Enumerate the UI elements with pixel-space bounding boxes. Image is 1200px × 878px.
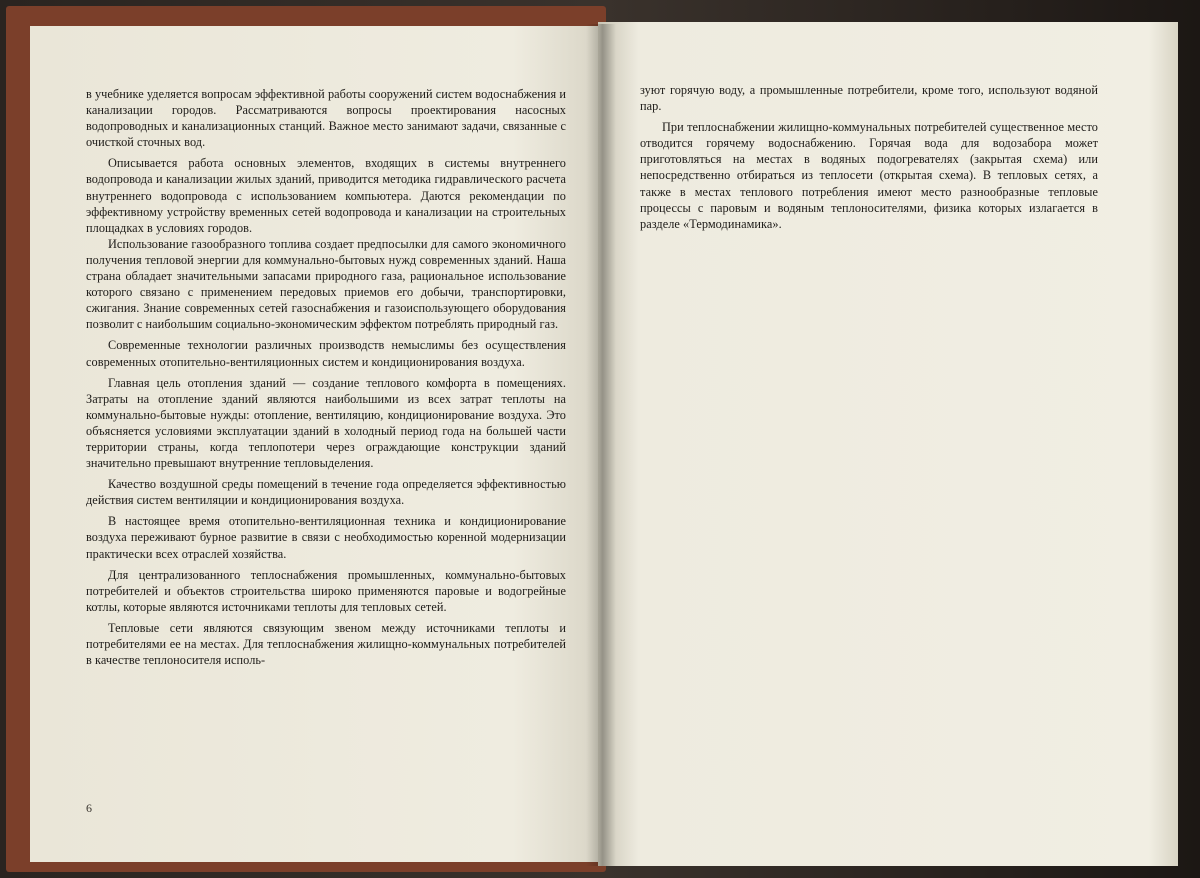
right-page [598, 22, 1178, 866]
paragraph: Использование газообразного топлива создает предпосылки для самого экономичного получения тепловой энергии для коммунально-бытовых нужд современных зданий. Наша страна обладает значительными запасами природного газа, рациональное использование которого связано с применением передовых приемов его добычи, транспортировки, сжигания. Знание современных сетей газоснабжения и газоиспользующего оборудования позволит с наибольшим социально-экономическим эффектом потреблять природный газ. [86, 236, 566, 332]
page-number: 6 [86, 801, 92, 815]
paragraph: Тепловые сети являются связующим звеном между источниками теплоты и потребителями ее на местах. Для теплоснабжения жилищно-коммунальных потребителей в качестве теплоносителя исполь- [86, 620, 566, 668]
paragraph: В настоящее время отопительно-вентиляционная техника и кондиционирование воздуха переживают бурное развитие в связи с необходимостью коренной модернизации практически всех отраслей хозяйства. [86, 514, 566, 561]
paragraph: Качество воздушной среды помещений в течение года определяется эффективностью действия систем вентиляции и кондиционирования воздуха. [86, 477, 566, 508]
paragraph: Для централизованного теплоснабжения промышленных, коммунально-бытовых потребителей и объектов строительства широко применяются паровые и водогрейные котлы, которые являются источниками теплоты для тепловых сетей. [86, 567, 566, 614]
paragraph: Современные технологии различных производств немыслимы без осуществления современных отопительно-вентиляционных систем и кондиционирования воздуха. [86, 338, 566, 369]
paragraph: в учебнике уделяется вопросам эффективной работы сооружений систем водоснабжения и канализации городов. Рассматриваются вопросы проектирования насосных водопроводных и канализационных станций. Важное место занимают задачи, связанные с очисткой сточных вод. [86, 87, 566, 150]
left-page [30, 26, 598, 862]
paragraph: зуют горячую воду, а промышленные потребители, кроме того, используют водяной пар. [640, 83, 1098, 114]
paragraph: При теплоснабжении жилищно-коммунальных потребителей существенное место отводится горячему водоснабжению. Горячая вода для водозабора может приготовляться на местах в водяных подогревателях (закрытая схема) или непосредственно отбираться из теплосети (открытая схема). В тепловых сетях, а также в местах теплового потребления имеют место разнообразные тепловые процессы с паровым и водяным теплоносителями, физика которых излагается в разделе «Термодинамика». [640, 120, 1098, 231]
paragraph: Главная цель отопления зданий — создание теплового комфорта в помещениях. Затраты на отопление зданий являются наибольшими из всех затрат теплоты на коммунально-бытовые нужды: отопление, вентиляцию, кондиционирование воздуха. Это объясняется условиями эксплуатации зданий в холодный период года на большей части территории страны, когда теплопотери через ограждающие конструкции зданий значительно превышают внутренние тепловыделения. [86, 375, 566, 471]
paragraph: Описывается работа основных элементов, входящих в системы внутреннего водопровода и канализации жилых зданий, приводится методика гидравлического расчета внутреннего водопровода с использованием компьютера. Даются рекомендации по эффективному устройству временных сетей водопровода и канализации на строительных площадках в условиях городов. [86, 156, 566, 235]
